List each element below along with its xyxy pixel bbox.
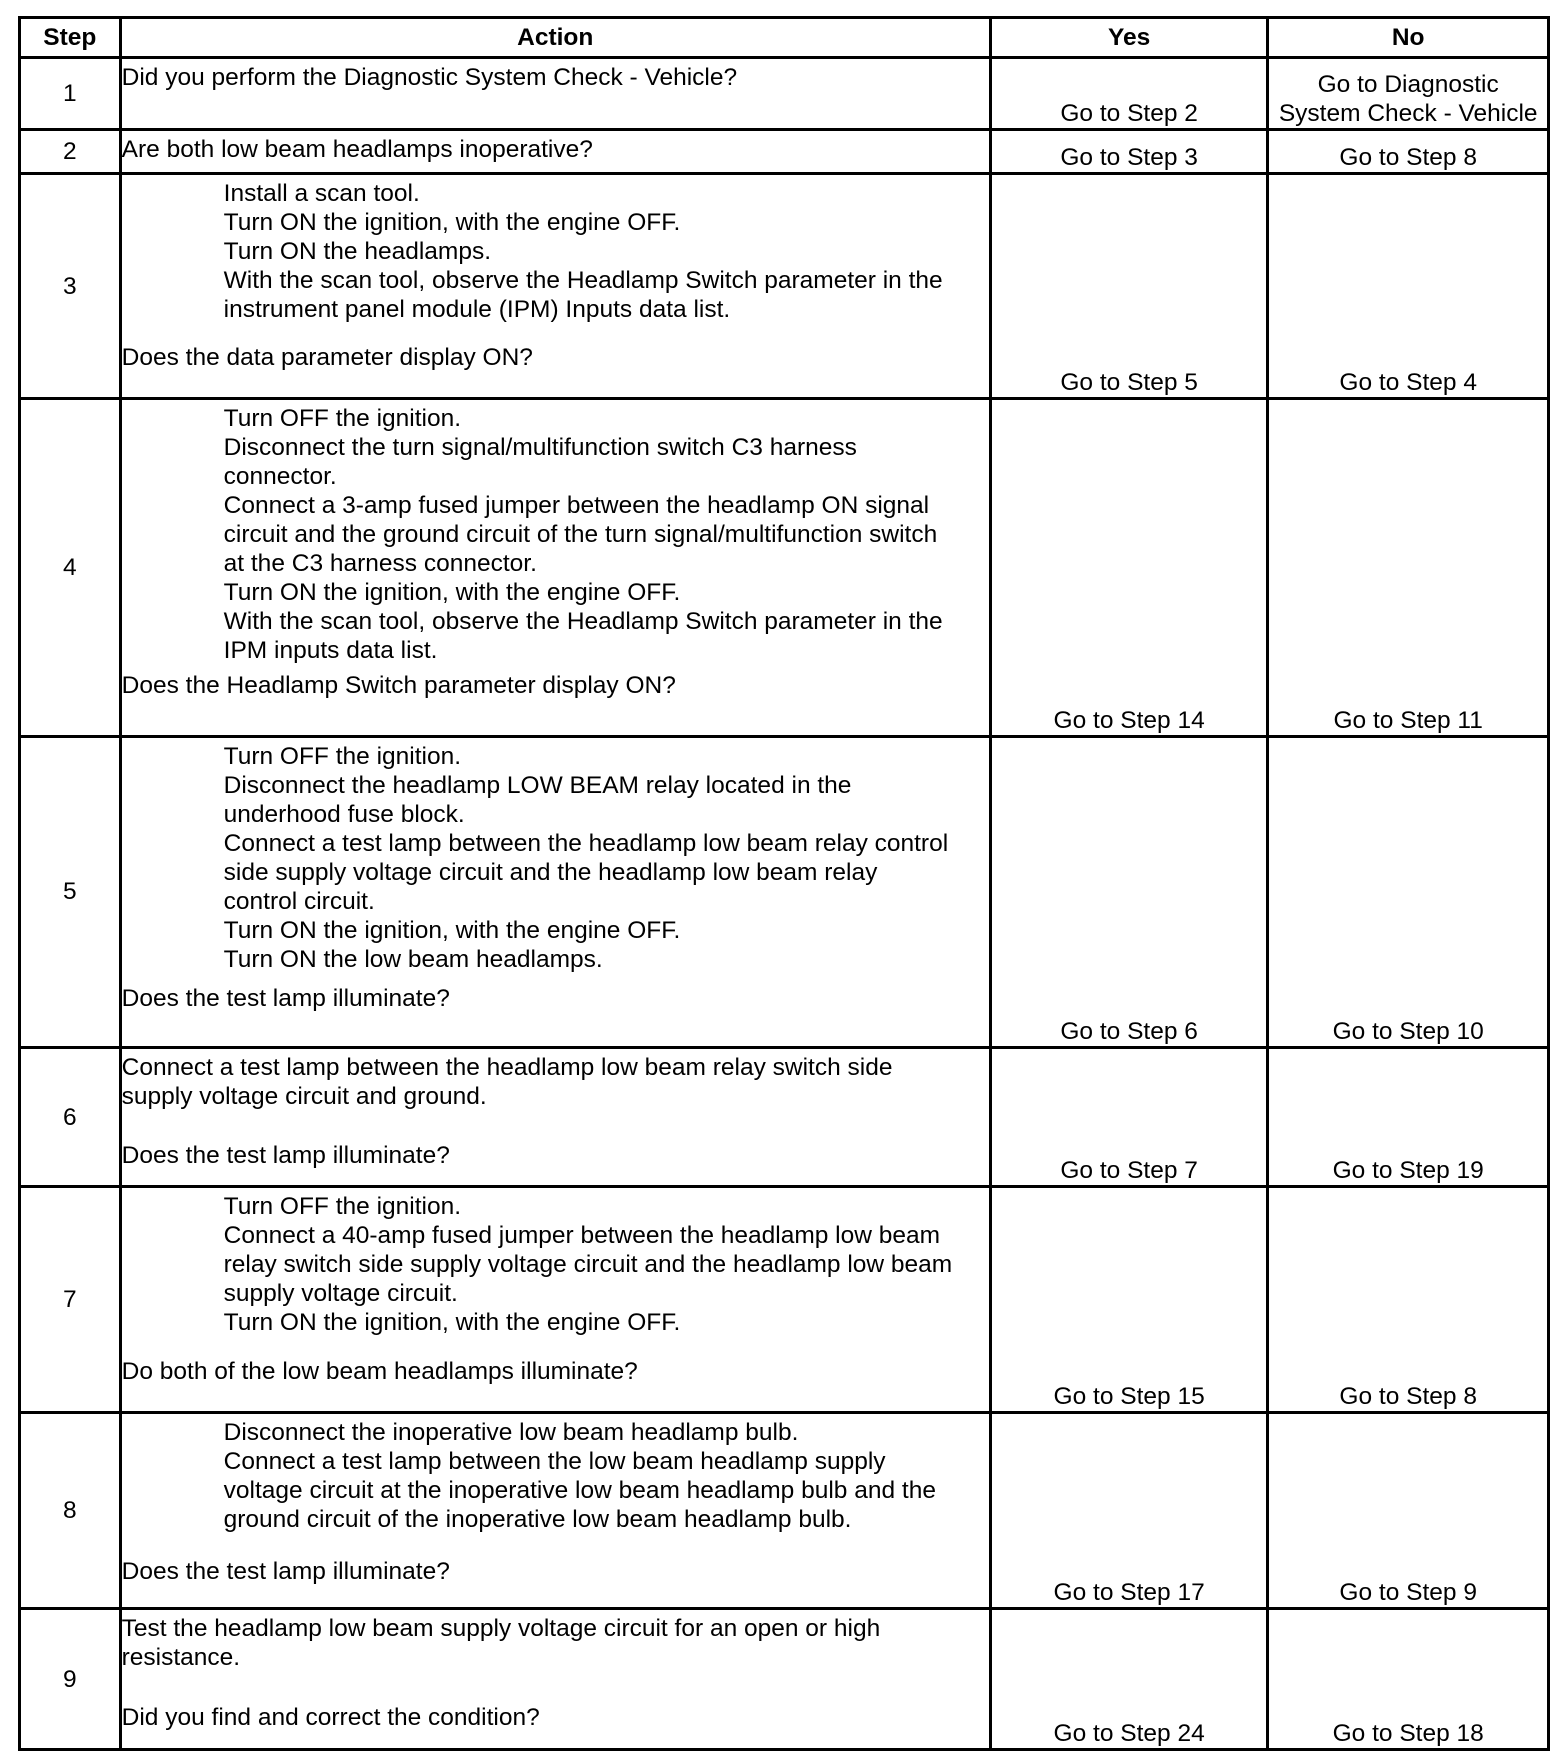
action-content	[122, 1188, 989, 1388]
intro-line: Connect a test lamp between the headlamp low beam relay switch side	[121, 1053, 893, 1081]
no-result-line: Go to Step 8	[1339, 144, 1477, 172]
instruction-line: relay switch side supply voltage circuit and the headlamp low beam	[223, 1251, 953, 1279]
table-row	[20, 736, 1549, 1047]
header-step: Step	[20, 18, 121, 58]
no-result	[1268, 130, 1549, 174]
table-row	[20, 130, 1549, 174]
action-question: Does the test lamp illuminate?	[121, 1557, 450, 1585]
intro-line: supply voltage circuit and ground.	[121, 1082, 487, 1110]
action-intro	[122, 1614, 989, 1672]
step-number: 5	[20, 736, 121, 1047]
action-question: Do both of the low beam headlamps illuminate?	[121, 1358, 638, 1386]
instruction-line: supply voltage circuit.	[223, 1280, 458, 1308]
table-row	[20, 1187, 1549, 1412]
no-result-line: Go to Step 10	[1332, 1017, 1484, 1045]
no-result-line: Go to Step 4	[1339, 368, 1477, 396]
no-result-line: Go to Step 18	[1332, 1720, 1484, 1747]
header-row	[20, 18, 1549, 58]
instruction-list	[122, 1192, 989, 1337]
intro-line: Test the headlamp low beam supply voltage circuit for an open or high	[121, 1615, 881, 1643]
yes-result: Go to Step 24	[990, 1609, 1268, 1750]
instruction-line: With the scan tool, observe the Headlamp Switch parameter in the	[223, 267, 943, 295]
intro-line: resistance.	[121, 1644, 241, 1672]
step-number: 7	[20, 1187, 121, 1412]
instruction-line: instrument panel module (IPM) Inputs data list.	[223, 296, 731, 324]
yes-result: Go to Step 5	[990, 174, 1268, 398]
no-result	[1268, 1412, 1549, 1608]
action-content	[122, 175, 989, 374]
no-result	[1268, 1187, 1549, 1412]
instruction-line: Turn ON the headlamps.	[223, 238, 491, 266]
header-yes: Yes	[990, 18, 1268, 58]
instruction-line: Turn ON the ignition, with the engine OFF.	[223, 209, 681, 237]
header-no: No	[1268, 18, 1549, 58]
action-question: Are both low beam headlamps inoperative?	[121, 136, 593, 164]
instruction-line: Turn OFF the ignition.	[223, 1193, 462, 1221]
instruction-list	[122, 1418, 989, 1534]
action-question: Does the data parameter display ON?	[121, 344, 533, 372]
table-row	[20, 1047, 1549, 1187]
no-result	[1268, 1609, 1549, 1750]
yes-result: Go to Step 15	[990, 1187, 1268, 1412]
action-question: Does the test lamp illuminate?	[121, 984, 450, 1012]
yes-result: Go to Step 7	[990, 1047, 1268, 1187]
action-cell	[120, 130, 990, 174]
instruction-list	[122, 404, 989, 665]
action-question: Does the test lamp illuminate?	[121, 1141, 450, 1169]
instruction-line: Turn OFF the ignition.	[223, 742, 462, 770]
instruction-line: Turn ON the low beam headlamps.	[223, 945, 603, 973]
yes-result: Go to Step 6	[990, 736, 1268, 1047]
instruction-line: Connect a test lamp between the low beam headlamp supply	[223, 1447, 886, 1475]
no-result-line: Go to Step 19	[1332, 1157, 1484, 1185]
action-content	[122, 1414, 989, 1588]
step-number: 6	[20, 1047, 121, 1187]
action-cell	[120, 174, 990, 398]
no-result-line: Go to Step 11	[1333, 706, 1483, 734]
table-row	[20, 174, 1549, 398]
step-number: 1	[20, 58, 121, 130]
action-cell	[120, 736, 990, 1047]
instruction-list	[122, 742, 989, 974]
action-content	[122, 1610, 989, 1734]
yes-result: Go to Step 3	[990, 130, 1268, 174]
action-content	[122, 59, 989, 121]
diagnostic-table	[18, 16, 1550, 1751]
instruction-line: Disconnect the headlamp LOW BEAM relay located in the	[223, 771, 852, 799]
action-intro	[122, 1053, 989, 1111]
action-cell	[120, 58, 990, 130]
no-result	[1268, 174, 1549, 398]
no-result-line: System Check - Vehicle	[1278, 100, 1538, 128]
instruction-line: Connect a test lamp between the headlamp low beam relay control	[223, 829, 949, 857]
table-row	[20, 58, 1549, 130]
instruction-line: IPM inputs data list.	[223, 636, 438, 664]
action-content	[122, 131, 989, 168]
instruction-line: Connect a 3-amp fused jumper between the headlamp ON signal	[223, 491, 930, 519]
yes-result: Go to Step 2	[990, 58, 1268, 130]
instruction-line: underhood fuse block.	[223, 800, 465, 828]
action-content	[122, 400, 989, 702]
instruction-line: control circuit.	[223, 887, 375, 915]
instruction-line: Turn OFF the ignition.	[223, 404, 462, 432]
yes-result: Go to Step 17	[990, 1412, 1268, 1608]
step-number: 2	[20, 130, 121, 174]
action-question: Did you perform the Diagnostic System Check - Vehicle?	[121, 64, 738, 91]
action-cell	[120, 1412, 990, 1608]
no-result-line: Go to Diagnostic	[1317, 71, 1499, 99]
instruction-list	[122, 179, 989, 324]
instruction-line: circuit and the ground circuit of the turn signal/multifunction switch	[223, 520, 938, 548]
action-cell	[120, 1047, 990, 1187]
table-row	[20, 1412, 1549, 1608]
instruction-line: Install a scan tool.	[223, 180, 420, 208]
no-result	[1268, 736, 1549, 1047]
no-result	[1268, 398, 1549, 736]
action-content	[122, 1049, 989, 1172]
instruction-line: at the C3 harness connector.	[223, 549, 537, 577]
step-number: 9	[20, 1609, 121, 1750]
instruction-line: Turn ON the ignition, with the engine OFF.	[223, 578, 681, 606]
step-number: 4	[20, 398, 121, 736]
action-cell	[120, 1609, 990, 1750]
action-question: Did you find and correct the condition?	[121, 1704, 540, 1732]
no-result-line: Go to Step 9	[1339, 1579, 1477, 1607]
instruction-line: Connect a 40-amp fused jumper between the headlamp low beam	[223, 1222, 941, 1250]
instruction-line: connector.	[223, 462, 337, 490]
instruction-line: Disconnect the turn signal/multifunction switch C3 harness	[223, 433, 857, 461]
instruction-line: Disconnect the inoperative low beam headlamp bulb.	[223, 1418, 799, 1446]
action-content	[122, 738, 989, 1015]
instruction-line: Turn ON the ignition, with the engine OFF.	[223, 1309, 681, 1337]
no-result	[1268, 1047, 1549, 1187]
no-result-line: Go to Step 8	[1339, 1382, 1477, 1410]
step-number: 3	[20, 174, 121, 398]
instruction-line: voltage circuit at the inoperative low beam headlamp bulb and the	[223, 1476, 936, 1504]
table-row	[20, 1609, 1549, 1750]
action-question: Does the Headlamp Switch parameter display ON?	[121, 671, 676, 699]
table-body	[20, 58, 1549, 1750]
action-cell	[120, 398, 990, 736]
step-number: 8	[20, 1412, 121, 1608]
instruction-line: side supply voltage circuit and the headlamp low beam relay	[223, 858, 878, 886]
instruction-line: ground circuit of the inoperative low beam headlamp bulb.	[223, 1505, 852, 1533]
table-row	[20, 398, 1549, 736]
instruction-line: With the scan tool, observe the Headlamp Switch parameter in the	[223, 607, 943, 635]
yes-result: Go to Step 14	[990, 398, 1268, 736]
header-action: Action	[120, 18, 990, 58]
no-result	[1268, 58, 1549, 130]
instruction-line: Turn ON the ignition, with the engine OFF.	[223, 916, 681, 944]
action-cell	[120, 1187, 990, 1412]
